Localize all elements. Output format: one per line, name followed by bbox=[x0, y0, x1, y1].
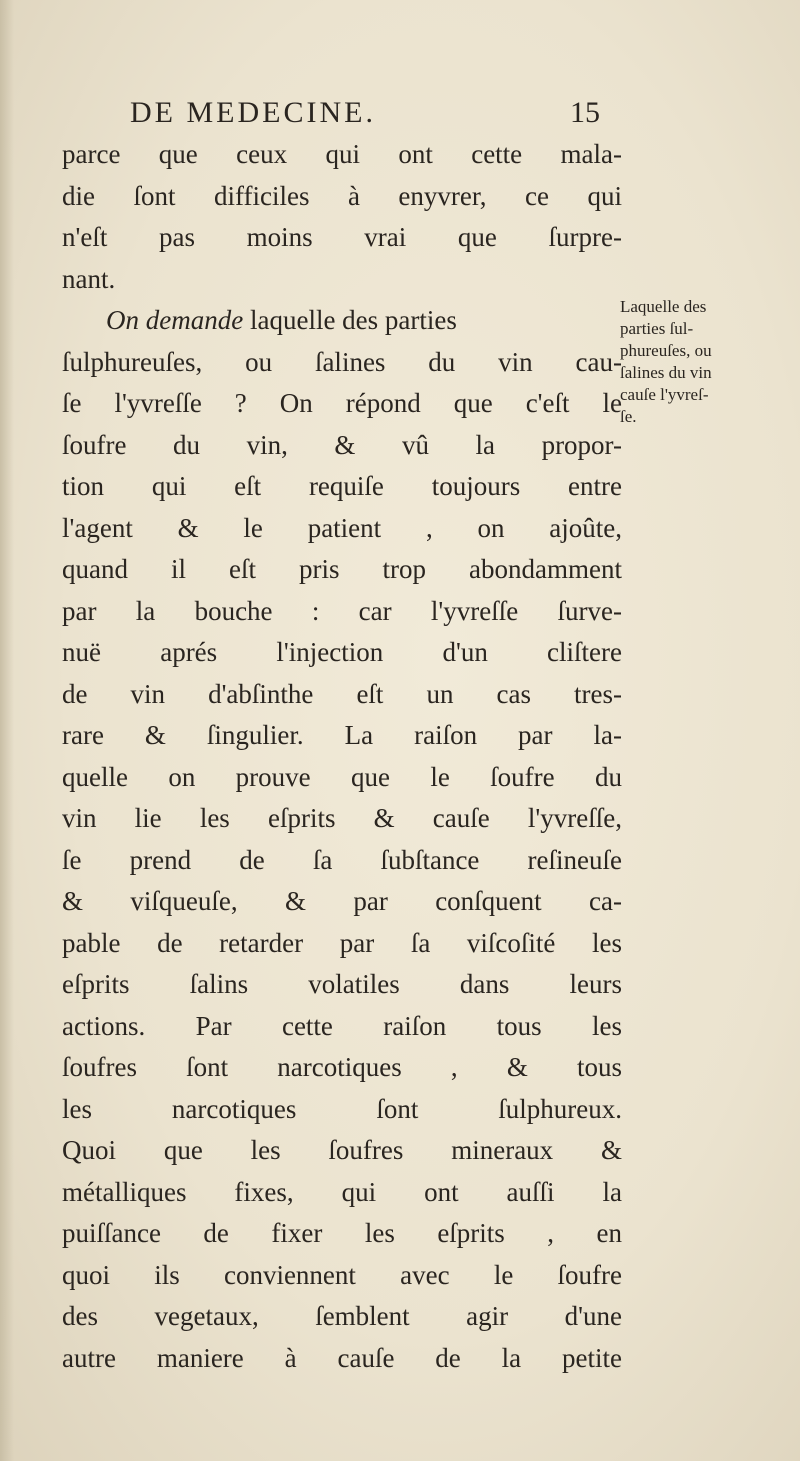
marginal-note-line: Laquelle des bbox=[620, 297, 707, 316]
text-line: par la bouche : car l'yvreſſe ſurve- bbox=[62, 595, 622, 626]
text-line: die ſont difficiles à enyvrer, ce qui bbox=[62, 180, 622, 211]
marginal-note-line: cauſe l'yvreſ- bbox=[620, 385, 709, 404]
text-line: Quoi que les ſoufres mineraux & bbox=[62, 1135, 622, 1165]
text-line: quand il eſt pris trop abondamment bbox=[62, 554, 622, 584]
paragraph-first-line bbox=[62, 300, 622, 342]
text-line: vin lie les eſprits & cauſe l'yvreſſe, bbox=[62, 803, 622, 833]
text-line: ſe l'yvreſſe ? On répond que c'eſt le bbox=[62, 388, 622, 418]
text-line: métalliques fixes, qui ont auſſi la bbox=[62, 1176, 622, 1207]
marginal-note-line: ſalines du vin bbox=[620, 363, 712, 382]
text-line: des vegetaux, ſemblent agir d'une bbox=[62, 1301, 622, 1331]
running-head: DE MEDECINE. bbox=[130, 96, 376, 129]
question-lead: On demande bbox=[106, 305, 244, 335]
text-line: eſprits ſalins volatiles dans leurs bbox=[62, 969, 622, 999]
text-line: quoi ils conviennent avec le ſoufre bbox=[62, 1259, 622, 1290]
text-line: ſoufre du vin, & vû la propor- bbox=[62, 429, 622, 460]
text-line: l'agent & le patient , on ajoûte, bbox=[62, 512, 622, 543]
text-line: nuë aprés l'injection d'un cliſtere bbox=[62, 637, 622, 667]
main-text-block bbox=[62, 134, 622, 1379]
text-line: n'eſt pas moins vrai que ſurpre- bbox=[62, 222, 622, 252]
text-line: parce que ceux qui ont cette mala- bbox=[62, 139, 622, 169]
text-line: tion qui eſt requiſe toujours entre bbox=[62, 471, 622, 501]
marginal-note-line: parties ſul- bbox=[620, 319, 694, 338]
text-line: quelle on prouve que le ſoufre du bbox=[62, 761, 622, 792]
text-line: rare & ſingulier. La raiſon par la- bbox=[62, 720, 622, 750]
marginal-note-line: ſe. bbox=[620, 407, 637, 426]
text-line: les narcotiques ſont ſulphureux. bbox=[62, 1093, 622, 1124]
text-line: actions. Par cette raiſon tous les bbox=[62, 1010, 622, 1041]
text-line: puiſſance de fixer les eſprits , en bbox=[62, 1218, 622, 1248]
text-line: nant. bbox=[62, 263, 116, 294]
paragraph-first-line-rest: laquelle des parties bbox=[243, 305, 457, 335]
text-line: ſe prend de ſa ſubſtance reſineuſe bbox=[62, 844, 622, 875]
marginal-note-line: phureuſes, ou bbox=[620, 341, 712, 360]
marginal-note bbox=[620, 296, 796, 428]
text-line: de vin d'abſinthe eſt un cas tres- bbox=[62, 678, 622, 709]
text-line: autre maniere à cauſe de la petite bbox=[62, 1342, 622, 1373]
page-number: 15 bbox=[570, 96, 600, 129]
text-line: pable de retarder par ſa viſcoſité les bbox=[62, 927, 622, 958]
text-line: ſulphureuſes, ou ſalines du vin cau- bbox=[62, 346, 622, 377]
text-line: ſoufres ſont narcotiques , & tous bbox=[62, 1052, 622, 1082]
text-line: & viſqueuſe, & par conſquent ca- bbox=[62, 886, 622, 916]
page-gutter-shadow bbox=[0, 0, 14, 1461]
